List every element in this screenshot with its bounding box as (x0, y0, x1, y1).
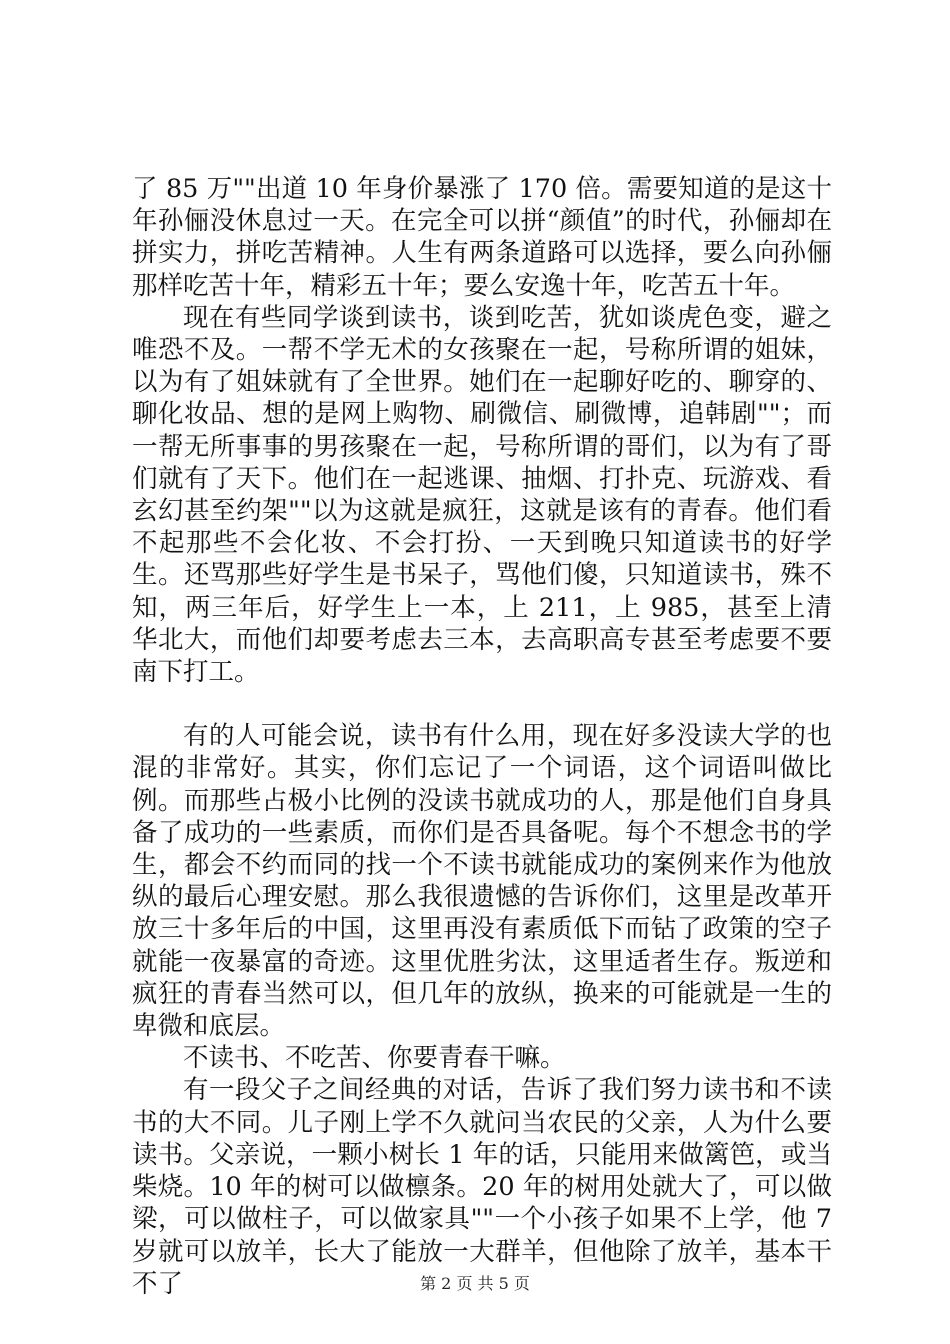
paragraph-1: 了 85 万""出道 10 年身价暴涨了 170 倍。需要知道的是这十年孙俪没休息过一天。在完全可以拼“颜值”的时代，孙俪却在拼实力，拼吃苦精神。人生有两条道路可以选择，要么向孙俪那样吃苦十年，精彩五十年；要么安逸十年，吃苦五十年。 (132, 174, 832, 301)
paragraph-4: 不读书、不吃苦、你要青春干嘛。 (183, 1043, 566, 1074)
paragraph-2: 现在有些同学谈到读书，谈到吃苦，犹如谈虎色变，避之唯恐不及。一帮不学无术的女孩聚在一起，号称所谓的姐妹，以为有了姐妹就有了全世界。她们在一起聊好吃的、聊穿的、聊化妆品、想的是网上购物、刷微信、刷微博，追韩剧""；而一帮无所事事的男孩聚在一起，号称所谓的哥们，以为有了哥们就有了天下。他们在一起逃课、抽烟、打扑克、玩游戏、看玄幻甚至约架""以为这就是疯狂，这就是该有的青春。他们看不起那些不会化妆、不会打扮、一天到晚只知道读书的好学生。还骂那些好学生是书呆子，骂他们傻，只知道读书，殊不知，两三年后，好学生上一本，上 211，上 985，甚至上清华北大，而他们却要考虑去三本，去高职高专甚至考虑要不要南下打工。 (132, 302, 832, 688)
paragraph-3: 有的人可能会说，读书有什么用，现在好多没读大学的也混的非常好。其实，你们忘记了一个词语，这个词语叫做比例。而那些占极小比例的没读书就成功的人，那是他们自身具备了成功的一些素质，而你们是否具备呢。每个不想念书的学生，都会不约而同的找一个不读书就能成功的案例来作为他放纵的最后心理安慰。那么我很遗憾的告诉你们，这里是改革开放三十多年后的中国，这里再没有素质低下而钻了政策的空子就能一夜暴富的奇迹。这里优胜劣汰，这里适者生存。叛逆和疯狂的青春当然可以，但几年的放纵，换来的可能就是一生的卑微和底层。 (132, 721, 832, 1042)
page-footer: 第 2 页 共 5 页 (420, 1274, 530, 1293)
body-text (132, 173, 832, 1300)
paragraph-5: 有一段父子之间经典的对话，告诉了我们努力读书和不读书的大不同。儿子刚上学不久就问当农民的父亲，人为什么要读书。父亲说，一颗小树长 1 年的话，只能用来做篱笆，或当柴烧。10 年的树可以做檩条。20 年的树用处就大了，可以做梁，可以做柱子，可以做家具""一个小孩子如果不上学，他 7 岁就可以放羊，长大了能放一大群羊，但他除了放羊，基本干不了 (132, 1075, 832, 1299)
